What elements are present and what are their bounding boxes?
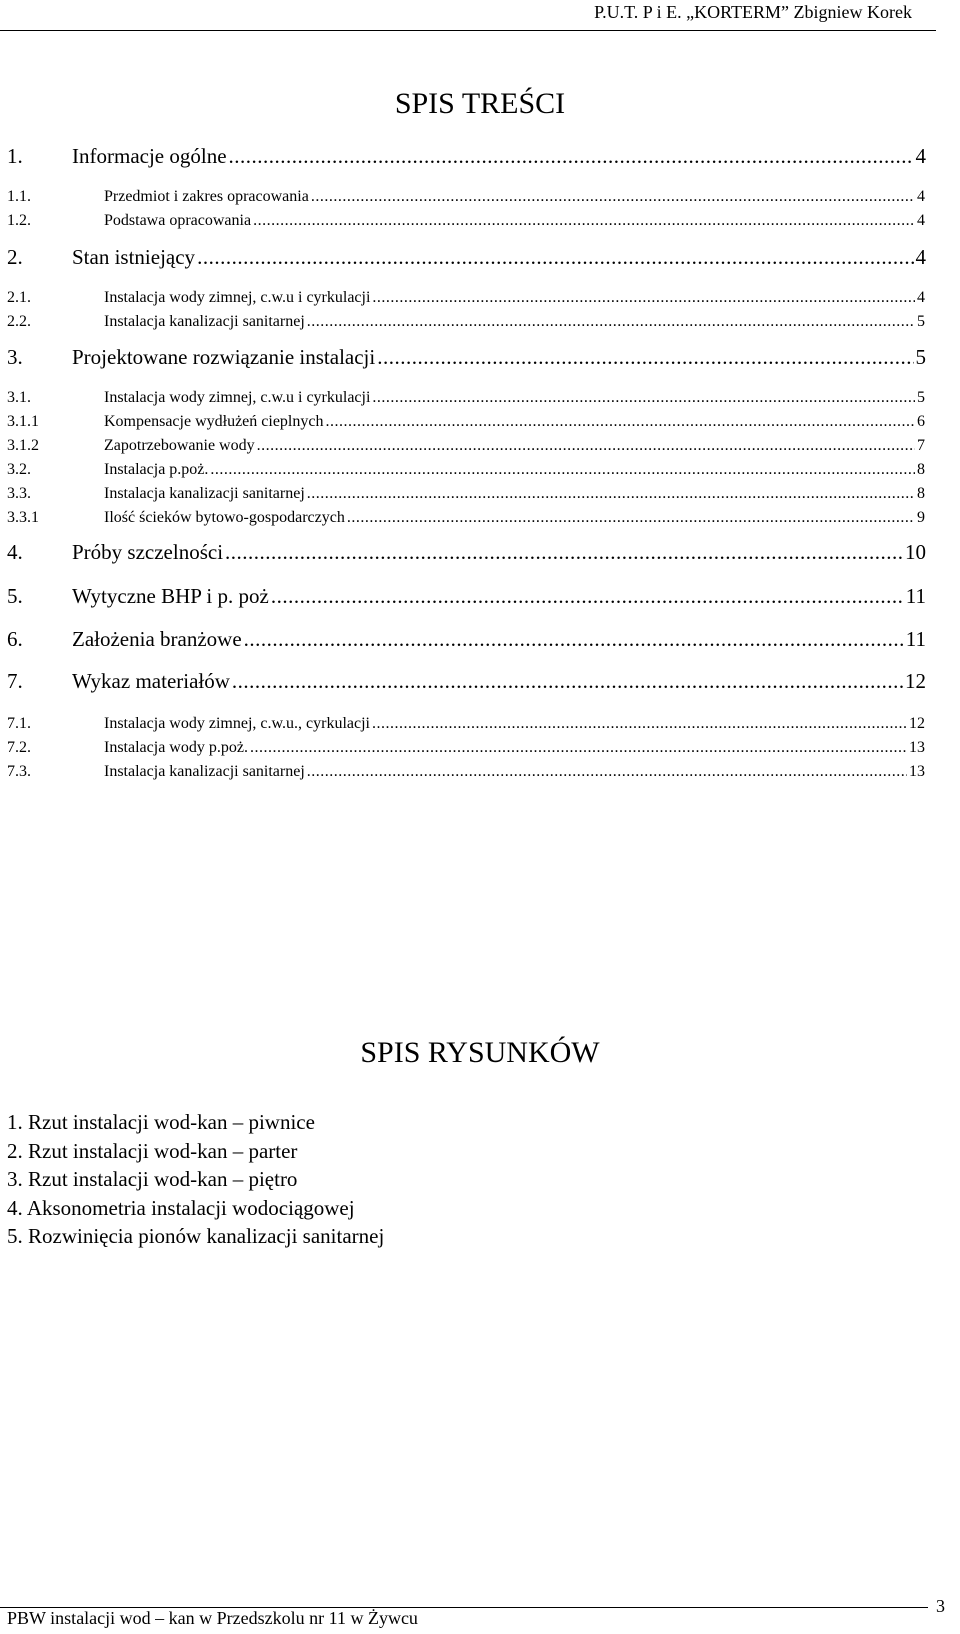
toc-entry-page: 5 bbox=[915, 345, 926, 369]
toc-entry-page: 12 bbox=[905, 669, 926, 693]
toc-entry-title: Wykaz materiałów bbox=[72, 669, 230, 693]
toc-leader-dots bbox=[257, 437, 915, 455]
toc-entry-page: 5 bbox=[917, 389, 925, 406]
toc-entry-page: 11 bbox=[905, 584, 926, 608]
toc-entry-page: 11 bbox=[905, 627, 926, 651]
toc-leader-dots bbox=[225, 540, 903, 565]
toc-entry-number: 7.1. bbox=[7, 715, 31, 732]
toc-entry[interactable] bbox=[0, 212, 925, 232]
toc-entry-page: 4 bbox=[917, 212, 925, 229]
toc-entry[interactable] bbox=[0, 345, 926, 371]
toc-entry-number: 7.3. bbox=[7, 763, 31, 780]
toc-entry-page: 12 bbox=[909, 715, 925, 732]
toc-entry-title: Instalacja wody zimnej, c.w.u i cyrkulacji bbox=[104, 389, 371, 406]
toc-leader-dots bbox=[253, 212, 915, 230]
toc-title: SPIS TREŚCI bbox=[394, 87, 566, 120]
figure-item: 4. Aksonometria instalacji wodociągowej bbox=[7, 1195, 355, 1220]
toc-entry-number: 2.1. bbox=[7, 289, 31, 306]
toc-entry[interactable] bbox=[0, 485, 925, 505]
page-number: 3 bbox=[936, 1596, 945, 1616]
toc-entry-number: 3. bbox=[7, 345, 23, 369]
toc-entry-title: Instalacja kanalizacji sanitarnej bbox=[104, 485, 305, 502]
toc-entry-title: Instalacja wody p.poż. bbox=[104, 739, 248, 756]
toc-entry-page: 4 bbox=[915, 144, 926, 168]
toc-leader-dots bbox=[244, 627, 904, 652]
toc-entry-page: 7 bbox=[917, 437, 925, 454]
toc-entry-title: Próby szczelności bbox=[72, 540, 224, 564]
toc-entry-title: Instalacja wody zimnej, c.w.u i cyrkulacji bbox=[104, 289, 371, 306]
toc-entry-number: 3.2. bbox=[7, 461, 31, 478]
toc-entry[interactable] bbox=[0, 540, 926, 566]
toc-entry[interactable] bbox=[0, 584, 926, 610]
toc-entry-title: Instalacja p.poż. bbox=[104, 461, 209, 478]
toc-entry-title: Ilość ścieków bytowo-gospodarczych bbox=[104, 509, 345, 526]
toc-entry[interactable] bbox=[0, 144, 926, 170]
figure-item: 5. Rozwinięcia pionów kanalizacji sanitarnej bbox=[7, 1224, 385, 1248]
figure-item: 2. Rzut instalacji wod-kan – parter bbox=[7, 1138, 298, 1163]
toc-entry-title: Stan istniejący bbox=[72, 245, 196, 269]
toc-leader-dots bbox=[372, 389, 915, 407]
toc-leader-dots bbox=[307, 763, 907, 781]
toc-entry-page: 10 bbox=[905, 540, 926, 564]
toc-entry[interactable] bbox=[0, 313, 925, 333]
toc-entry-number: 3.1.2 bbox=[7, 437, 39, 454]
toc-entry[interactable] bbox=[0, 763, 925, 783]
toc-entry-number: 7.2. bbox=[7, 739, 31, 756]
toc-leader-dots bbox=[307, 313, 915, 331]
figures-list bbox=[7, 1108, 384, 1251]
toc-entry-page: 13 bbox=[909, 763, 925, 780]
toc-entry-title: Wytyczne BHP i p. poż bbox=[72, 584, 269, 608]
toc-entry-number: 3.3. bbox=[7, 485, 31, 502]
running-header: P.U.T. P i E. „KORTERM” Zbigniew Korek bbox=[594, 2, 912, 22]
toc-leader-dots bbox=[232, 669, 903, 694]
toc-entry[interactable] bbox=[0, 669, 926, 695]
toc-leader-dots bbox=[311, 188, 915, 206]
toc-entry[interactable] bbox=[0, 715, 925, 735]
toc-entry-number: 5. bbox=[7, 584, 23, 608]
figures-title: SPIS RYSUNKÓW bbox=[360, 1036, 600, 1069]
header-rule bbox=[0, 30, 936, 31]
figure-item: 3. Rzut instalacji wod-kan – piętro bbox=[7, 1167, 298, 1191]
toc-entry-title: Zapotrzebowanie wody bbox=[104, 437, 255, 454]
toc-entry[interactable] bbox=[0, 437, 925, 457]
toc-leader-dots bbox=[377, 345, 913, 370]
toc-entry-page: 4 bbox=[917, 289, 925, 306]
toc-leader-dots bbox=[307, 485, 915, 503]
toc-leader-dots bbox=[271, 584, 904, 609]
toc-entry-number: 3.1. bbox=[7, 389, 31, 406]
toc-entry-title: Przedmiot i zakres opracowania bbox=[104, 188, 309, 205]
toc-leader-dots bbox=[197, 245, 913, 270]
toc-entry-title: Założenia branżowe bbox=[72, 627, 242, 651]
toc-entry[interactable] bbox=[0, 188, 925, 208]
toc-entry-number: 6. bbox=[7, 627, 23, 651]
toc-entry-page: 4 bbox=[917, 188, 925, 205]
toc-entry[interactable] bbox=[0, 739, 925, 759]
figure-item: 1. Rzut instalacji wod-kan – piwnice bbox=[7, 1110, 315, 1134]
toc-entry[interactable] bbox=[0, 509, 925, 529]
toc-entry-number: 4. bbox=[7, 540, 23, 564]
toc-entry[interactable] bbox=[0, 389, 925, 409]
toc-entry-page: 6 bbox=[917, 413, 925, 430]
toc-entry-title: Podstawa opracowania bbox=[104, 212, 252, 229]
toc-leader-dots bbox=[250, 739, 907, 757]
toc-leader-dots bbox=[210, 461, 915, 479]
toc-entry[interactable] bbox=[0, 245, 926, 271]
toc-entry-number: 2.2. bbox=[7, 313, 31, 330]
toc-entry[interactable] bbox=[0, 289, 925, 309]
toc-entry-number: 1.2. bbox=[7, 212, 31, 229]
toc-entry-number: 1.1. bbox=[7, 188, 31, 205]
toc-entry-page: 13 bbox=[909, 739, 925, 756]
toc-leader-dots bbox=[372, 289, 915, 307]
toc-entry[interactable] bbox=[0, 461, 925, 481]
toc-entry-number: 3.3.1 bbox=[7, 509, 39, 526]
toc-entry-number: 3.1.1 bbox=[7, 413, 39, 430]
toc-leader-dots bbox=[372, 715, 907, 733]
toc-leader-dots bbox=[347, 509, 915, 527]
toc-entry-number: 7. bbox=[7, 669, 23, 693]
toc-entry-title: Informacje ogólne bbox=[72, 144, 227, 168]
toc-entry-title: Projektowane rozwiązanie instalacji bbox=[72, 345, 376, 369]
toc-entry-page: 4 bbox=[915, 245, 926, 269]
toc-entry-title: Instalacja kanalizacji sanitarnej bbox=[104, 763, 305, 780]
toc-entry-page: 9 bbox=[917, 509, 925, 526]
toc-entry-title: Kompensacje wydłużeń cieplnych bbox=[104, 413, 324, 430]
toc-entry[interactable] bbox=[0, 627, 926, 653]
toc-leader-dots bbox=[229, 144, 914, 169]
toc-entry-number: 1. bbox=[7, 144, 23, 168]
toc-entry-page: 8 bbox=[917, 461, 925, 478]
toc-entry-title: Instalacja kanalizacji sanitarnej bbox=[104, 313, 305, 330]
running-footer: PBW instalacji wod – kan w Przedszkolu nr 11 w Żywcu bbox=[7, 1608, 418, 1628]
toc-entry-page: 5 bbox=[917, 313, 925, 330]
toc-entry[interactable] bbox=[0, 413, 925, 433]
toc-entry-title: Instalacja wody zimnej, c.w.u., cyrkulacji bbox=[104, 715, 370, 732]
toc-entry-number: 2. bbox=[7, 245, 23, 269]
toc-entry-page: 8 bbox=[917, 485, 925, 502]
toc-leader-dots bbox=[325, 413, 915, 431]
